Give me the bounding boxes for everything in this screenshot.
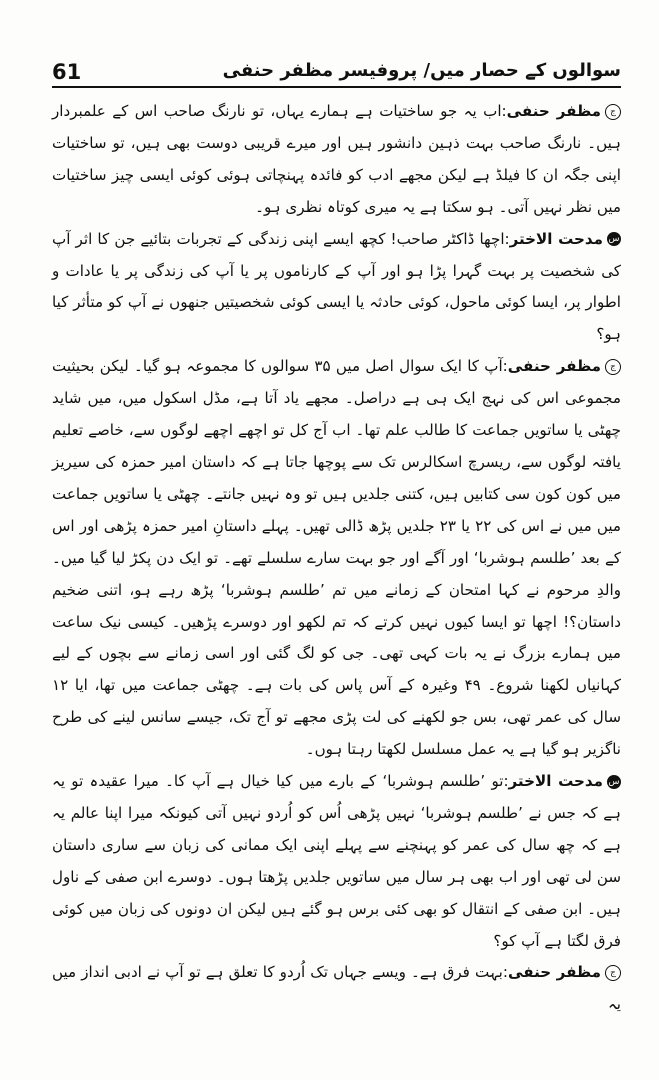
question-marker-icon: س: [608, 776, 620, 787]
answer-marker-icon: ج: [605, 359, 621, 375]
paragraph-text: :تو ’طلسم ہوشربا‘ کے بارے میں کیا خیال ہے آپ کا۔ میرا عقیدہ تو یہ ہے کہ جس نے ’طلسم ہوشربا‘ نہیں پڑھی اُس کو اُردو نہیں آتی کیونکہ میرا اپنا عالم یہ ہے کہ چھ سال کی عمر کو پہنچنے سے پہلے اپنی ایک ممانی کی زبان سے ساری داستان سن لی تھی اور اب بھی ہر سال میں ساتویں جلدیں پڑھتا ہوں۔ دوسرے ابن صفی کے ناول ہیں۔ ابن صفی کے انتقال کو بھی کئی برس ہو گئے ہیں لیکن ان دونوں کی زبان میں کوئی فرق لگتا ہے آپ کو؟: [52, 772, 621, 950]
answer-paragraph: [52, 351, 621, 766]
page-header: [52, 46, 621, 88]
page-number: 61: [52, 60, 82, 84]
speaker-name: مظفر حنفی: [506, 102, 601, 120]
page-body: [52, 96, 621, 1062]
answer-marker-icon: ج: [605, 104, 621, 120]
question-marker-icon: س: [608, 234, 620, 245]
answer-paragraph: [52, 96, 621, 224]
running-title: سوالوں کے حصار میں/ پروفیسر مظفر حنفی: [222, 60, 621, 81]
question-paragraph: [52, 224, 621, 352]
speaker-name: مدحت الاختر: [508, 772, 603, 791]
paragraph-text: :اچھا ڈاکٹر صاحب! کچھ ایسے اپنی زندگی کے تجربات بتائیے جن کا اثر آپ کی شخصیت پر بہت گہرا پڑا ہو اور آپ کے کارناموں پر یا آپ کی زندگی پر یا عادات و اطوار پر، ایسا کوئی ماحول، کوئی حادثہ یا ایسی کوئی شخصیتیں جنھوں نے آپ کو متأثر کیا ہو؟: [52, 229, 621, 344]
paragraph-text: :اب یہ جو ساختیات ہے ہمارے یہاں، تو نارنگ صاحب اس کے علمبردار ہیں۔ نارنگ صاحب بہت ذہین دانشور ہیں اور میرے قریبی دوست بھی ہیں، تو ساختیات اپنی جگہ ان کا فیلڈ ہے لیکن مجھے ادب کو فائدہ پہنچاتی ہوئی کوئی ایسی چیز ساختیات میں نظر نہیں آتی۔ ہو سکتا ہے یہ میری کوتاہ نظری ہو۔: [52, 102, 621, 216]
speaker-name: مظفر حنفی: [507, 357, 601, 376]
speaker-name: مظفر حنفی: [507, 963, 601, 982]
answer-paragraph: [52, 957, 621, 1021]
question-paragraph: [52, 766, 621, 957]
speaker-name: مدحت الاختر: [509, 229, 603, 248]
paragraph-text: :آپ کا ایک سوال اصل میں ۳۵ سوالوں کا مجموعہ ہو گیا۔ لیکن بحیثیت مجموعی اس کی نہج ایک ہی ہے دراصل۔ مجھے یاد آتا ہے، مڈل اسکول میں، میں شاید چھٹی یا ساتویں جماعت کا طالب علم تھا۔ اب آج کل تو اچھے اچھے لوگوں سے، خاصے تعلیم یافتہ لوگوں سے، ریسرچ اسکالرس تک سے پوچھا جاتا ہے کہ داستان امیر حمزہ کی سیریز میں کون کون سی کتابیں ہیں، کتنی جلدیں ہیں تو وہ نہیں جانتے۔ چھٹی یا ساتویں جماعت میں میں نے اس کی ۲۲ یا ۲۳ جلدیں پڑھ ڈالی تھیں۔ پہلے داستانِ امیر حمزہ پڑھی اور اس کے بعد ’طلسم ہوشربا‘ اور آگے اور جو بہت سارے سلسلے تھے۔ تو ایک دن پکڑ لیا گیا میں۔ والدِ مرحوم نے کہا امتحان کے زمانے میں تم ’طلسم ہوشربا‘ پڑھ رہے ہو، اتنی ضخیم داستان؟! اچھا تو ایسا کیوں نہیں کرتے کہ تم لکھو اور دوسرے پڑھیں۔ کیسی نیک ساعت میں ہمارے بزرگ نے یہ بات کہی تھی۔ جی کو لگ گئی اور اسی زمانے سے بچوں کے لیے کہانیاں لکھنا شروع۔ ۴۹ وغیرہ کے آس پاس کی بات ہے۔ چھٹی جماعت میں تھا، ایا ۱۲ سال کی عمر تھی، بس جو لکھنے کی لت پڑی مجھے تو آج تک، جیسے سانس لینے کی طرح ناگزیر ہو گیا ہے یہ عمل مسلسل لکھتا رہتا ہوں۔: [52, 357, 621, 759]
paragraph-text: :بہت فرق ہے۔ ویسے جہاں تک اُردو کا تعلق ہے تو آپ نے ادبی انداز میں یہ: [52, 963, 621, 1014]
answer-marker-icon: ج: [605, 965, 621, 981]
